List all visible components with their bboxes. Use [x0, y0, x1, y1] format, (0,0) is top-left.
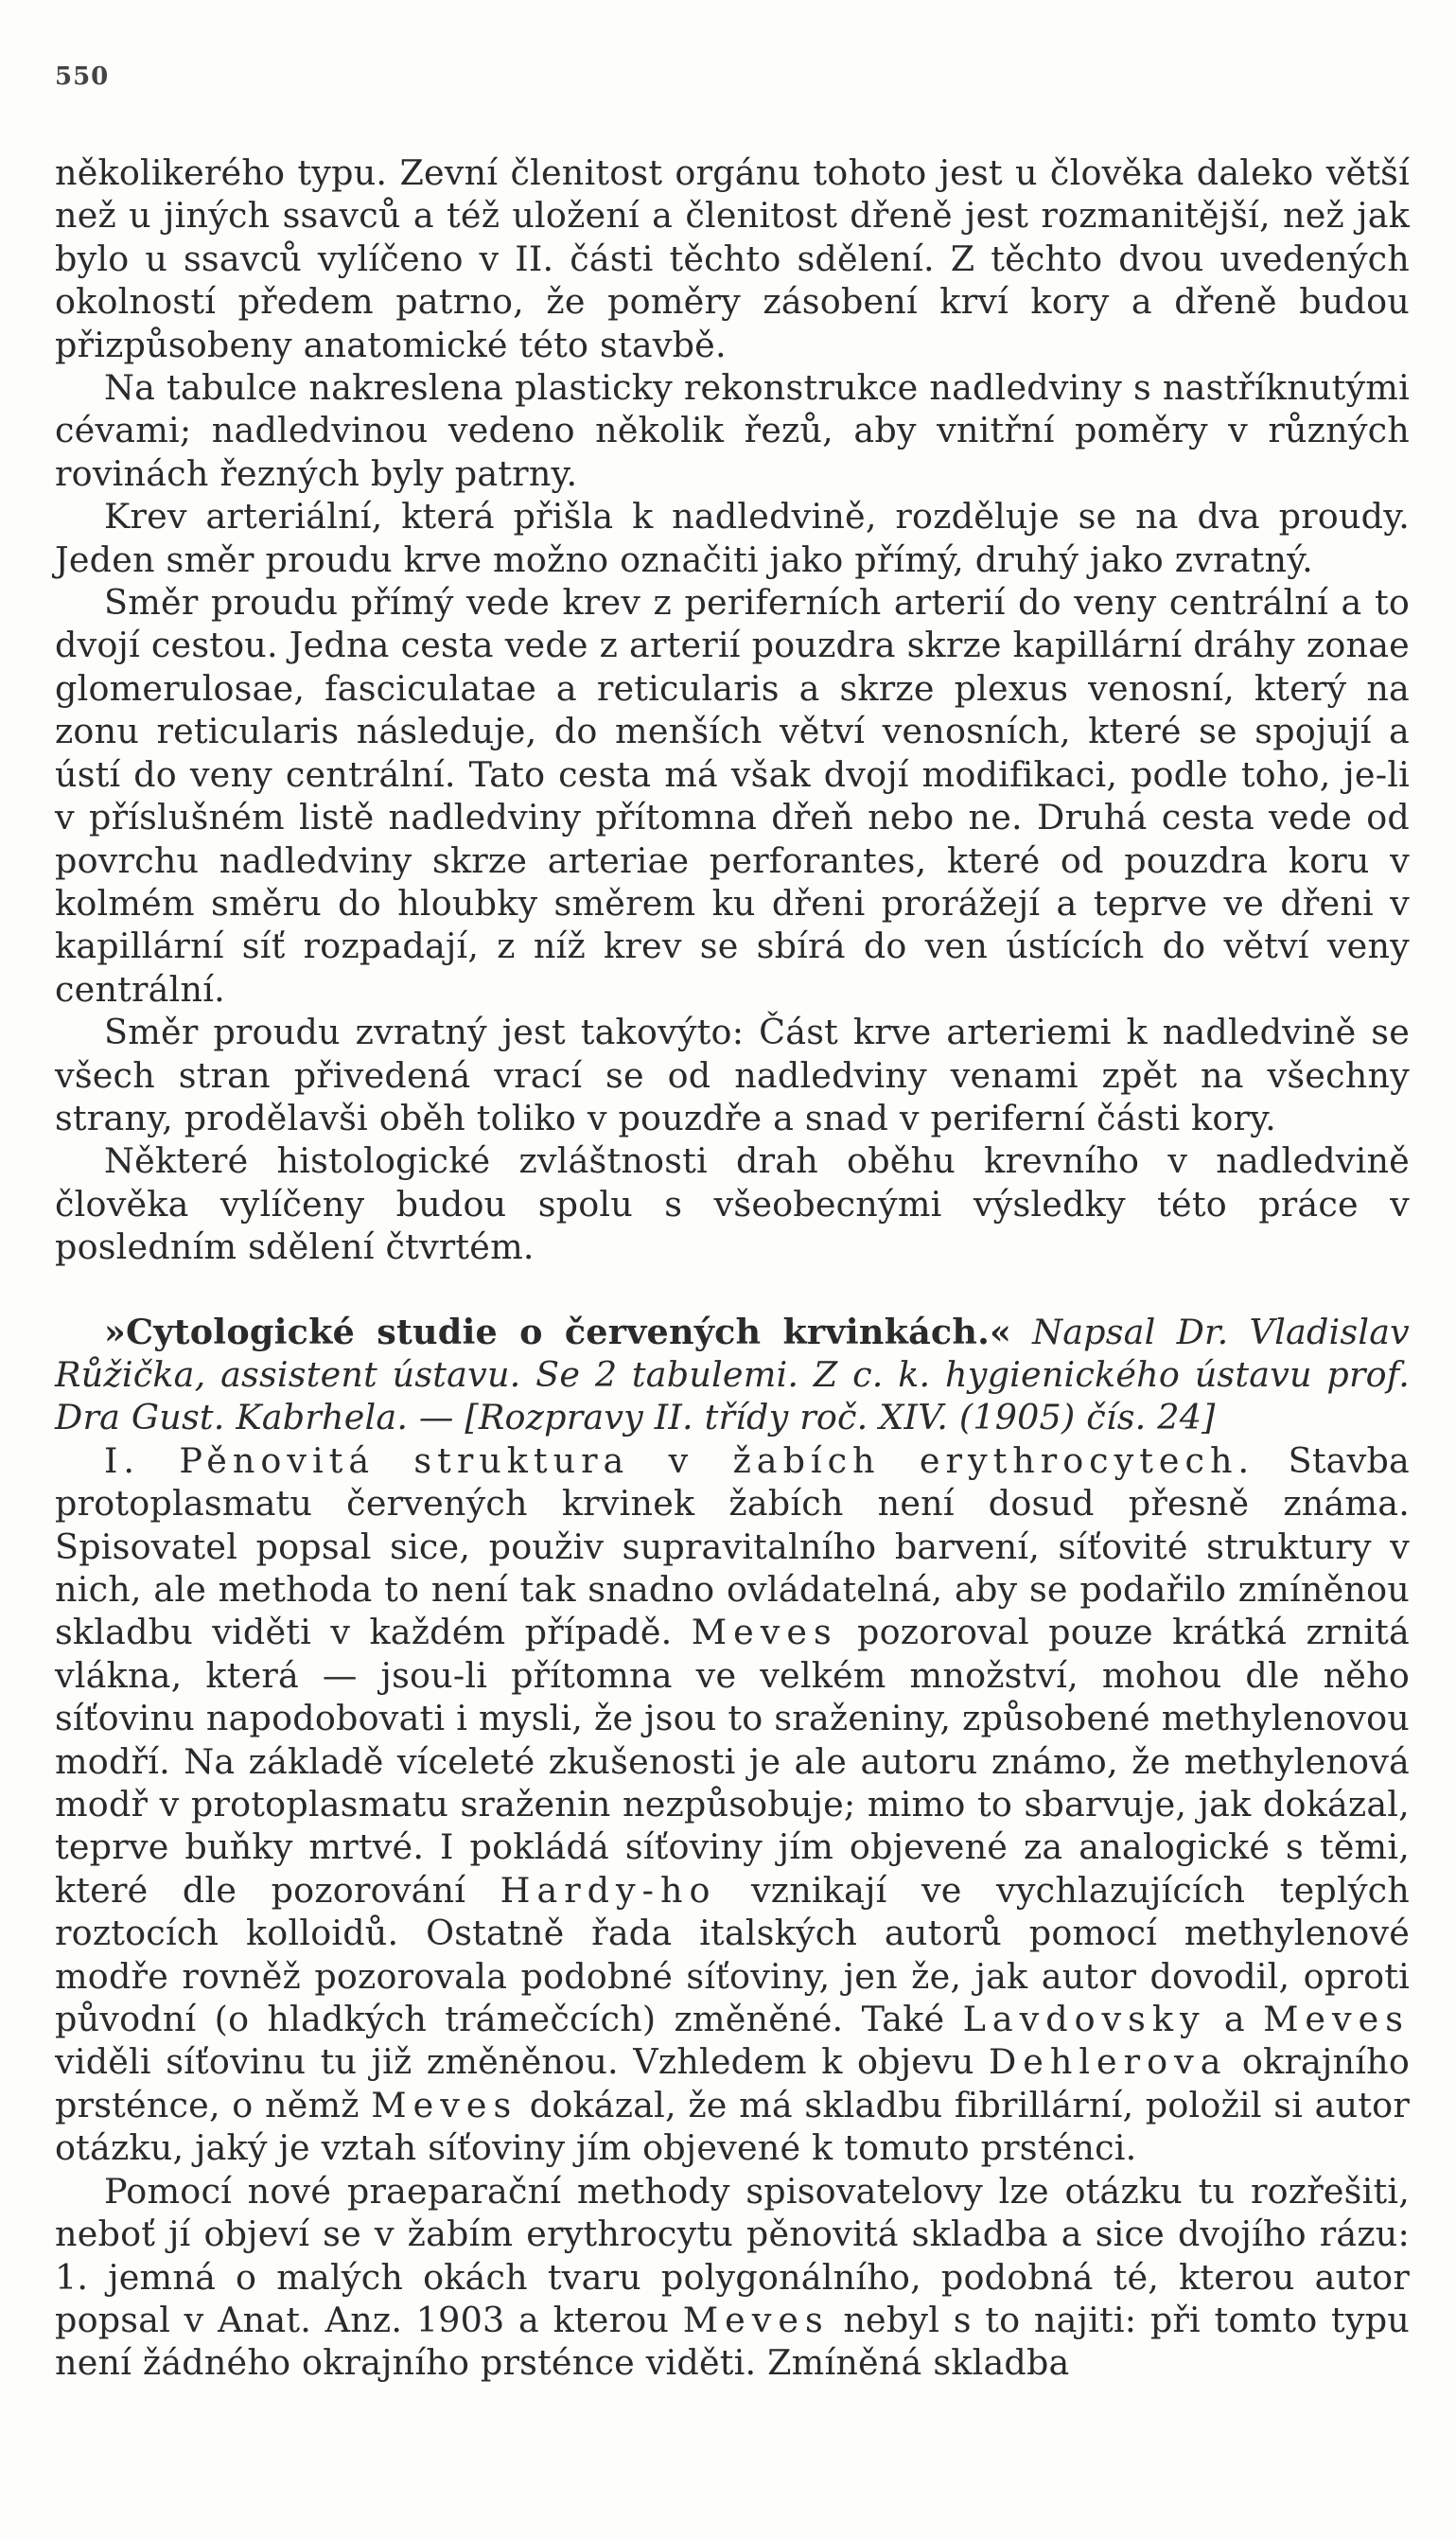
paragraph-smer-zvratny: Směr proudu zvratný jest takovýto: Část krve arteriemi k nadledvině se všech stran přivedená vrací se od nadledviny venami zpět na všechny strany, prodělavši oběh toliko v pouzdře a snad v periferní části kory.: [55, 1012, 1410, 1138]
author-name: Meves: [371, 2084, 518, 2125]
author-name: Meves: [682, 2299, 830, 2340]
paragraph-tabulka: Na tabulce nakreslena plasticky rekonstrukce nadledviny s nastříknutými cévami; nadledvinou vedeno několik řezů, aby vnitřní poměry v různých rovinách řezných byly patrny.: [55, 367, 1410, 494]
author-name: Meves: [1263, 1999, 1410, 2040]
section-paragraph-1: [55, 1439, 1410, 2170]
reference-citation: Napsal Dr. Vladislav Růžička, assistent ústavu. Se 2 tabulemi. Z c. k. hygienického ústavu prof. Dra Gust. Kabrhela. — [Rozpravy II. třídy roč. XIV. (1905) čís. 24]: [55, 1311, 1410, 1438]
reference-title: »Cytologické studie o červených krvinkách.«: [104, 1311, 1011, 1352]
paragraph-intro: několikerého typu. Zevní členitost orgánu tohoto jest u člověka daleko větší než u jiných ssavců a též uložení a členitost dřeně jest rozmanitější, než jak bylo u ssavců vylíčeno v II. části těchto sdělení. Z těchto dvou uvedených okolností předem patrno, že poměry zásobení krví kory a dřeně budou přizpůsobeny anatomické této stavbě.: [55, 152, 1410, 365]
section-text: Pomocí nové praeparační methody spisovatelovy lze otázku tu rozřešiti, neboť jí objeví se v žabím erythrocytu pěnovitá skladba a sice dvojího rázu: 1. jemná o malých okách tvaru polygonálního, podobná té, kterou autor popsal v Anat. Anz. 1903 a kterou: [55, 2170, 1410, 2340]
section-text: pozoroval pouze krátká zrnitá vlákna, která — jsou-li přítomna ve velkém množství, mohou dle něho síťovinu napodobovati i mysli, že jsou to sraženiny, způsobené methylenovou modří. Na základě víceleté zkušenosti je ale autoru známo, že methylenová modř v protoplasmatu sraženin nezpůsobuje; mimo to sbarvuje, jak dokázal, teprve buňky mrtvé. I pokládá síťoviny jím objevené za analogické s těmi, které dle pozorování: [55, 1612, 1410, 1911]
paragraph-histologicke: Některé histologické zvláštnosti drah oběhu krevního v nadledvině člověka vylíčeny budou spolu s všeobecnými výsledky této práce v posledním sdělení čtvrtém.: [55, 1140, 1410, 1268]
page-number: 550: [55, 62, 110, 91]
section-text: Stavba protoplasmatu červených krvinek žabích není dosud přesně známa. Spisovatel popsal sice, použiv supravitalního barvení, síťovité struktury v nich, ale methoda to není tak snadno ovládatelná, aby se podařilo zmíněnou skladbu viděti v každém případě.: [55, 1439, 1410, 1653]
section-text: vznikají ve vychlazujících teplých roztocích kolloidů. Ostatně řada italských autorů pomocí methylenové modře rovněž pozorovala podobné síťoviny, jen že, jak autor dovodil, oproti původní (o hladkých trámečcích) změněné. Také: [55, 1869, 1411, 2040]
section-text: nebyl s to najiti: při tomto typu není žádného okrajního prsténce viděti. Zmíněná skladba: [55, 2299, 1410, 2384]
document-body: [55, 151, 1410, 2385]
paragraph-smer-primy: Směr proudu přímý vede krev z periferních arterií do veny centrální a to dvojí cestou. Jedna cesta vede z arterií pouzdra skrze kapillární dráhy zonae glomerulosae, fasciculatae a reticularis a skrze plexus venosní, který na zonu reticularis následuje, do menších větví venosních, které se spojují a ústí do veny centrální. Tato cesta má však dvojí modifikaci, podle toho, je-li v příslušném listě nadledviny přítomna dřeň nebo ne. Druhá cesta vede od povrchu nadledviny skrze arteriae perforantes, které od pouzdra koru v kolmém směru do hloubky směrem ku dřeni prorážejí a teprve ve dřeni v kapillární síť rozpadají, z níž krev se sbírá do ven ústících do větví veny centrální.: [55, 582, 1410, 1010]
author-name: Dehlerova: [989, 2041, 1228, 2083]
section-paragraph-2: [55, 2170, 1410, 2385]
section-text: viděli síťovinu tu již změněnou. Vzhledem k objevu: [55, 2041, 974, 2083]
author-name: Meves: [691, 1612, 838, 1653]
section-text: okrajního prsténce, o němž: [55, 2041, 1410, 2125]
section-text: a: [1223, 1999, 1245, 2040]
reference-entry: [55, 1311, 1410, 1439]
section-heading: I. Pěnovitá struktura v žabích erythrocytech.: [104, 1439, 1255, 1481]
author-name: Hardy-ho: [500, 1869, 717, 1911]
paragraph-krev-arterialni: Krev arteriální, která přišla k nadledvině, rozděluje se na dva proudy. Jeden směr proudu krve možno označiti jako přímý, druhý jako zvratný.: [55, 496, 1410, 580]
section-text: dokázal, že má skladbu fibrillární, položil si autor otázku, jaký je vztah síťoviny jím objevené k tomuto prsténci.: [55, 2084, 1410, 2169]
author-name: Lavdovsky: [962, 1999, 1206, 2040]
